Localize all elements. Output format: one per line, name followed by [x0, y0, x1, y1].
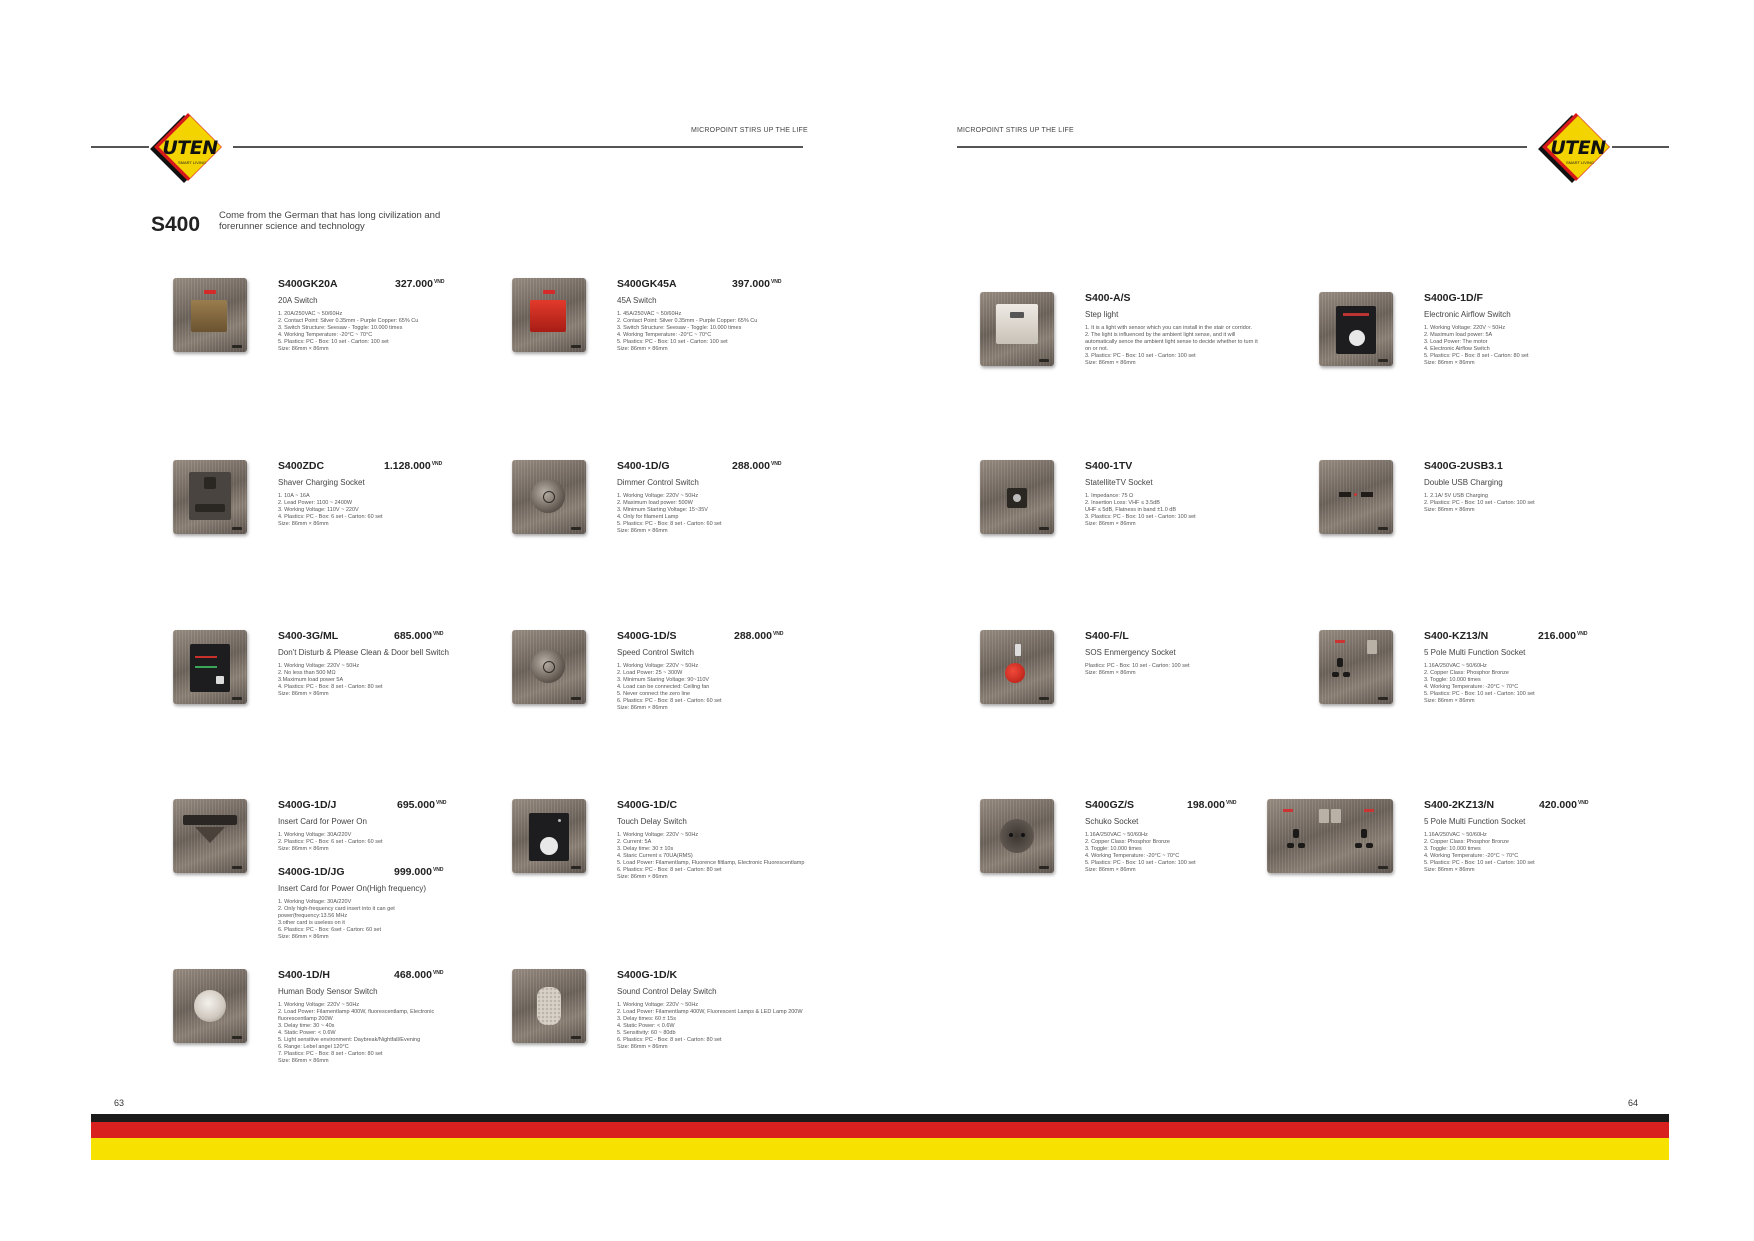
- product-code: S400-3G/ML: [278, 630, 339, 642]
- product-name: 5 Pole Multi Function Socket: [1424, 648, 1526, 657]
- product-name: 45A Switch: [617, 296, 657, 305]
- product-code: S400G-2USB3.1: [1424, 460, 1503, 472]
- product-code: S400GK45A: [617, 278, 677, 290]
- product-name: Shaver Charging Socket: [278, 478, 365, 487]
- product-name: SOS Enmergency Socket: [1085, 648, 1176, 657]
- product-price: $999.000^{VND}$: [394, 866, 444, 878]
- product-name: Schuko Socket: [1085, 817, 1139, 826]
- product-price: $198.000^{VND}$: [1187, 799, 1237, 811]
- dnd-doorbell-panel-icon: [173, 630, 247, 704]
- product-code: S400-1TV: [1085, 460, 1133, 472]
- product-specs: 1. Working Voltage: 220V ~ 50Hz 2. No less than 500 MΩ 3.Maximum load power 5A 4. Plastics: PC - Box: 8 set - Carton: 80 set Size: 86mm × 86mm: [278, 663, 383, 697]
- product-specs: 1. Impedance: 75 Ω 2. Insertion Loss: VHF ≤ 3.5dB UHF ≤ 5dB, Flatness in band ±1.0 dB 3. Plastics: PC - Box: 10 set - Carton: 100 set Size: 86mm × 86mm: [1085, 493, 1196, 527]
- product-code: S400-1D/H: [278, 969, 330, 981]
- product-specs: 1. 2.1A/ 5V USB Charging 2. Plastics: PC - Box: 10 set - Carton: 100 set Size: 86mm × 86mm: [1424, 493, 1535, 513]
- product-name: Touch Delay Switch: [617, 817, 687, 826]
- sos-button-icon: [980, 630, 1054, 704]
- product-specs: 1.16A/250VAC ~ 50/60Hz 2. Copper Class: Phosphor Bronze 3. Toggle: 10.000 times 4. Working Temperature: -20°C ~ 70°C 5. Plastics: PC - Box: 10 set - Carton: 100 set Size: 86mm × 86mm: [1424, 663, 1535, 704]
- product-code: S400-F/L: [1085, 630, 1129, 642]
- product-name: 5 Pole Multi Function Socket: [1424, 817, 1526, 826]
- product-code: S400ZDC: [278, 460, 325, 472]
- product-code: S400G-1D/JG: [278, 866, 345, 878]
- product-name: Dimmer Control Switch: [617, 478, 699, 487]
- header-rule-left: [233, 146, 803, 148]
- page-number-right: 64: [1628, 1098, 1639, 1108]
- step-light-icon: [980, 292, 1054, 366]
- product-specs: 1. 45A/250VAC ~ 50/60Hz 2. Contact Point: Silver 0.35mm - Purple Copper: 65% Cu 3. Switch Structure: Seesaw - Toggle: 10.000 times 4. Working Temperature: -20°C ~ 70°C 5. Plastics: PC - Box: 10 set - Carton: 100 set Size: 86mm × 86mm: [617, 311, 758, 352]
- multi-socket-icon: [1319, 630, 1393, 704]
- product-price: $397.000^{VND}$: [732, 278, 782, 290]
- product-name: Insert Card for Power On(High frequency): [278, 884, 427, 893]
- product-price: $685.000^{VND}$: [394, 630, 444, 642]
- product-specs: 1. Working Voltage: 30A/220V 2. Only high-frequency card insert into it can get power(frequency:13.56 MHz 3.other card is useless on it 6. Plastics: PC - Box: 6set - Carton: 60 set Size: 86mm × 86mm: [278, 899, 395, 940]
- product-code: S400-A/S: [1085, 292, 1131, 304]
- product-specs: 1. Working Voltage: 220V ~ 50Hz 2. Load Power: 25 ~ 300W 3. Minimum Staring Voltage: 90~110V 4. Load can be connected: Ceiling fan 5. Never connect the zero line 6. Plastics: PC - Box: 8 set - Carton: 60 set Size: 86mm × 86mm: [617, 663, 722, 711]
- product-name: Double USB Charging: [1424, 478, 1503, 487]
- product-specs: 1. 10A ~ 16A 2. Lead Power: 1100 ~ 2400W 3. Working Voltage: 110V ~ 220V 4. Plastics: PC - Box: 6 set - Carton: 60 set Size: 86mm × 86mm: [278, 493, 383, 527]
- slogan-right: MICROPOINT STIRS UP THE LIFE: [957, 127, 1074, 134]
- product-code: S400G-1D/J: [278, 799, 337, 811]
- product-specs: Plastics: PC - Box: 10 set - Carton: 100 set Size: 86mm × 86mm: [1085, 663, 1190, 676]
- product-specs: 1.16A/250VAC ~ 50/60Hz 2. Copper Class: Phosphor Bronze 3. Toggle: 10.000 times 4. Working Temperature: -20°C ~ 70°C 5. Plastics: PC - Box: 10 set - Carton: 100 set Size: 86mm × 86mm: [1424, 832, 1535, 873]
- product-price: $695.000^{VND}$: [397, 799, 447, 811]
- product-specs: 1. 20A/250VAC ~ 50/60Hz 2. Contact Point: Silver 0.35mm - Purple Copper: 65% Cu 3. Switch Structure: Seesaw - Toggle: 10.000 times 4. Working Temperature: -20°C ~ 70°C 5. Plastics: PC - Box: 10 set - Carton: 100 set Size: 86mm × 86mm: [278, 311, 419, 352]
- speed-knob-icon: [512, 630, 586, 704]
- product-specs: 1. It is a light with sensor which you can install in the stair or corridor. 2. The light is influenced by the ambient light sense, and it will automatically sence the ambient light sense to decide whether to turn it on or not. 3. Plastics: PC - Box: 10 set - Carton: 100 set Size: 86mm × 86mm: [1085, 325, 1258, 366]
- double-multi-socket-icon: [1267, 799, 1393, 873]
- product-price: $288.000^{VND}$: [734, 630, 784, 642]
- series-code: S400: [151, 213, 201, 236]
- dimmer-knob-icon: [512, 460, 586, 534]
- header-rule-left-outer: [91, 146, 149, 148]
- flag-band-black: [91, 1114, 1669, 1122]
- product-specs: 1. Working Voltage: 220V ~ 50Hz 2. Load Power: Filamentlamp 400W, fluorescentlamp, Electronic fluorescentlamp 200W 3. Delay time: 30 ~ 40s 4. Static Power: < 0.6W 5. Light sensitive environment: Daybreak/Nightfall/Evening 6. Range: Lebel angel 120°C 7. Plastics: PC - Box: 8 set - Carton: 80 set Size: 86mm × 86mm: [278, 1002, 435, 1064]
- rocker-switch-red-icon: [512, 278, 586, 352]
- product-price: $216.000^{VND}$: [1538, 630, 1588, 642]
- body-sensor-icon: [173, 969, 247, 1043]
- product-name: Sound Control Delay Switch: [617, 987, 717, 996]
- product-name: 20A Switch: [278, 296, 318, 305]
- product-price: $468.000^{VND}$: [394, 969, 444, 981]
- page-number-left: 63: [114, 1098, 125, 1108]
- product-code: S400-1D/G: [617, 460, 670, 472]
- shaver-socket-icon: [173, 460, 247, 534]
- slogan-left: MICROPOINT STIRS UP THE LIFE: [691, 127, 808, 134]
- product-name: Electronic Airflow Switch: [1424, 310, 1511, 319]
- product-specs: 1. Working Voltage: 220V ~ 50Hz 2. Maximum load power: 500W 3. Minimum Starting Voltage: 15~35V 4. Only for filament Lamp 5. Plastics: PC - Box: 8 set - Carton: 60 set Size: 86mm × 86mm: [617, 493, 722, 534]
- tv-socket-icon: [980, 460, 1054, 534]
- product-code: S400GK20A: [278, 278, 338, 290]
- header-rule-right: [957, 146, 1527, 148]
- card-slot-icon: [173, 799, 247, 873]
- product-specs: 1.16A/250VAC ~ 50/60Hz 2. Copper Class: Phosphor Bronze 3. Toggle: 10.000 times 4. Working Temperature: -20°C ~ 70°C 5. Plastics: PC - Box: 10 set - Carton: 100 set Size: 86mm × 86mm: [1085, 832, 1196, 873]
- double-usb-icon: [1319, 460, 1393, 534]
- product-specs: 1. Working Voltage: 220V ~ 50Hz 2. Maximum load power: 5A 3. Load Power: The motor 4. Electronic Airflow Switch 5. Plastics: PC - Box: 8 set - Carton: 80 set Size: 86mm × 86mm: [1424, 325, 1529, 366]
- product-name: Speed Control Switch: [617, 648, 694, 657]
- product-price: $288.000^{VND}$: [732, 460, 782, 472]
- product-code: S400-2KZ13/N: [1424, 799, 1495, 811]
- product-price: $327.000^{VND}$: [395, 278, 445, 290]
- rocker-switch-gold-icon: [173, 278, 247, 352]
- touch-delay-panel-icon: [512, 799, 586, 873]
- product-specs: 1. Working Voltage: 220V ~ 50Hz 2. Current: 5A 3. Delay time: 30 ± 10s 4. Staric Current ≤ 70UA(RMS) 5. Load Power: Filamentlamp, Fluorence filtlamp, Electronic Fluorescentlamp 6. Plastics: PC - Box: 8 set - Carton: 80 set Size: 86mm × 86mm: [617, 832, 805, 880]
- product-code: S400G-1D/C: [617, 799, 678, 811]
- product-code: S400G-1D/K: [617, 969, 678, 981]
- product-code: S400-KZ13/N: [1424, 630, 1489, 642]
- header-rule-right-outer: [1612, 146, 1669, 148]
- sound-sensor-icon: [512, 969, 586, 1043]
- product-name: Don't Disturb & Please Clean & Door bell Switch: [278, 648, 449, 657]
- product-code: S400G-1D/F: [1424, 292, 1483, 304]
- product-name: StatelliteTV Socket: [1085, 478, 1153, 487]
- uten-logo-left: UTEN SMART LIVING: [148, 113, 220, 185]
- product-specs: 1. Working Voltage: 30A/220V 2. Plastics: PC - Box: 6 set - Carton: 60 set Size: 86mm × 86mm: [278, 832, 383, 852]
- schuko-socket-icon: [980, 799, 1054, 873]
- series-tagline: Come from the German that has long civilization and forerunner science and technology: [219, 210, 441, 232]
- product-name: Human Body Sensor Switch: [278, 987, 378, 996]
- product-name: Insert Card for Power On: [278, 817, 367, 826]
- product-code: S400GZ/S: [1085, 799, 1135, 811]
- product-price: $420.000^{VND}$: [1539, 799, 1589, 811]
- uten-logo-right: UTEN SMART LIVING: [1536, 113, 1608, 185]
- product-name: Step light: [1085, 310, 1119, 319]
- flag-band-red: [91, 1122, 1669, 1138]
- product-code: S400G-1D/S: [617, 630, 677, 642]
- product-specs: 1. Working Voltage: 220V ~ 50Hz 2. Load Power: Filamentlamp 400W, Fluorescent Lamps & LED Lamp 200W 3. Delay times: 60 ± 15s 4. Static Power: < 0.6W 5. Sensitivity: 60 ~ 80db 6. Plastics: PC - Box: 8 set - Carton: 80 set Size: 86mm × 86mm: [617, 1002, 803, 1050]
- flag-band-yellow: [91, 1138, 1669, 1160]
- airflow-panel-icon: [1319, 292, 1393, 366]
- product-price: $1.128.000^{VND}$: [384, 460, 443, 472]
